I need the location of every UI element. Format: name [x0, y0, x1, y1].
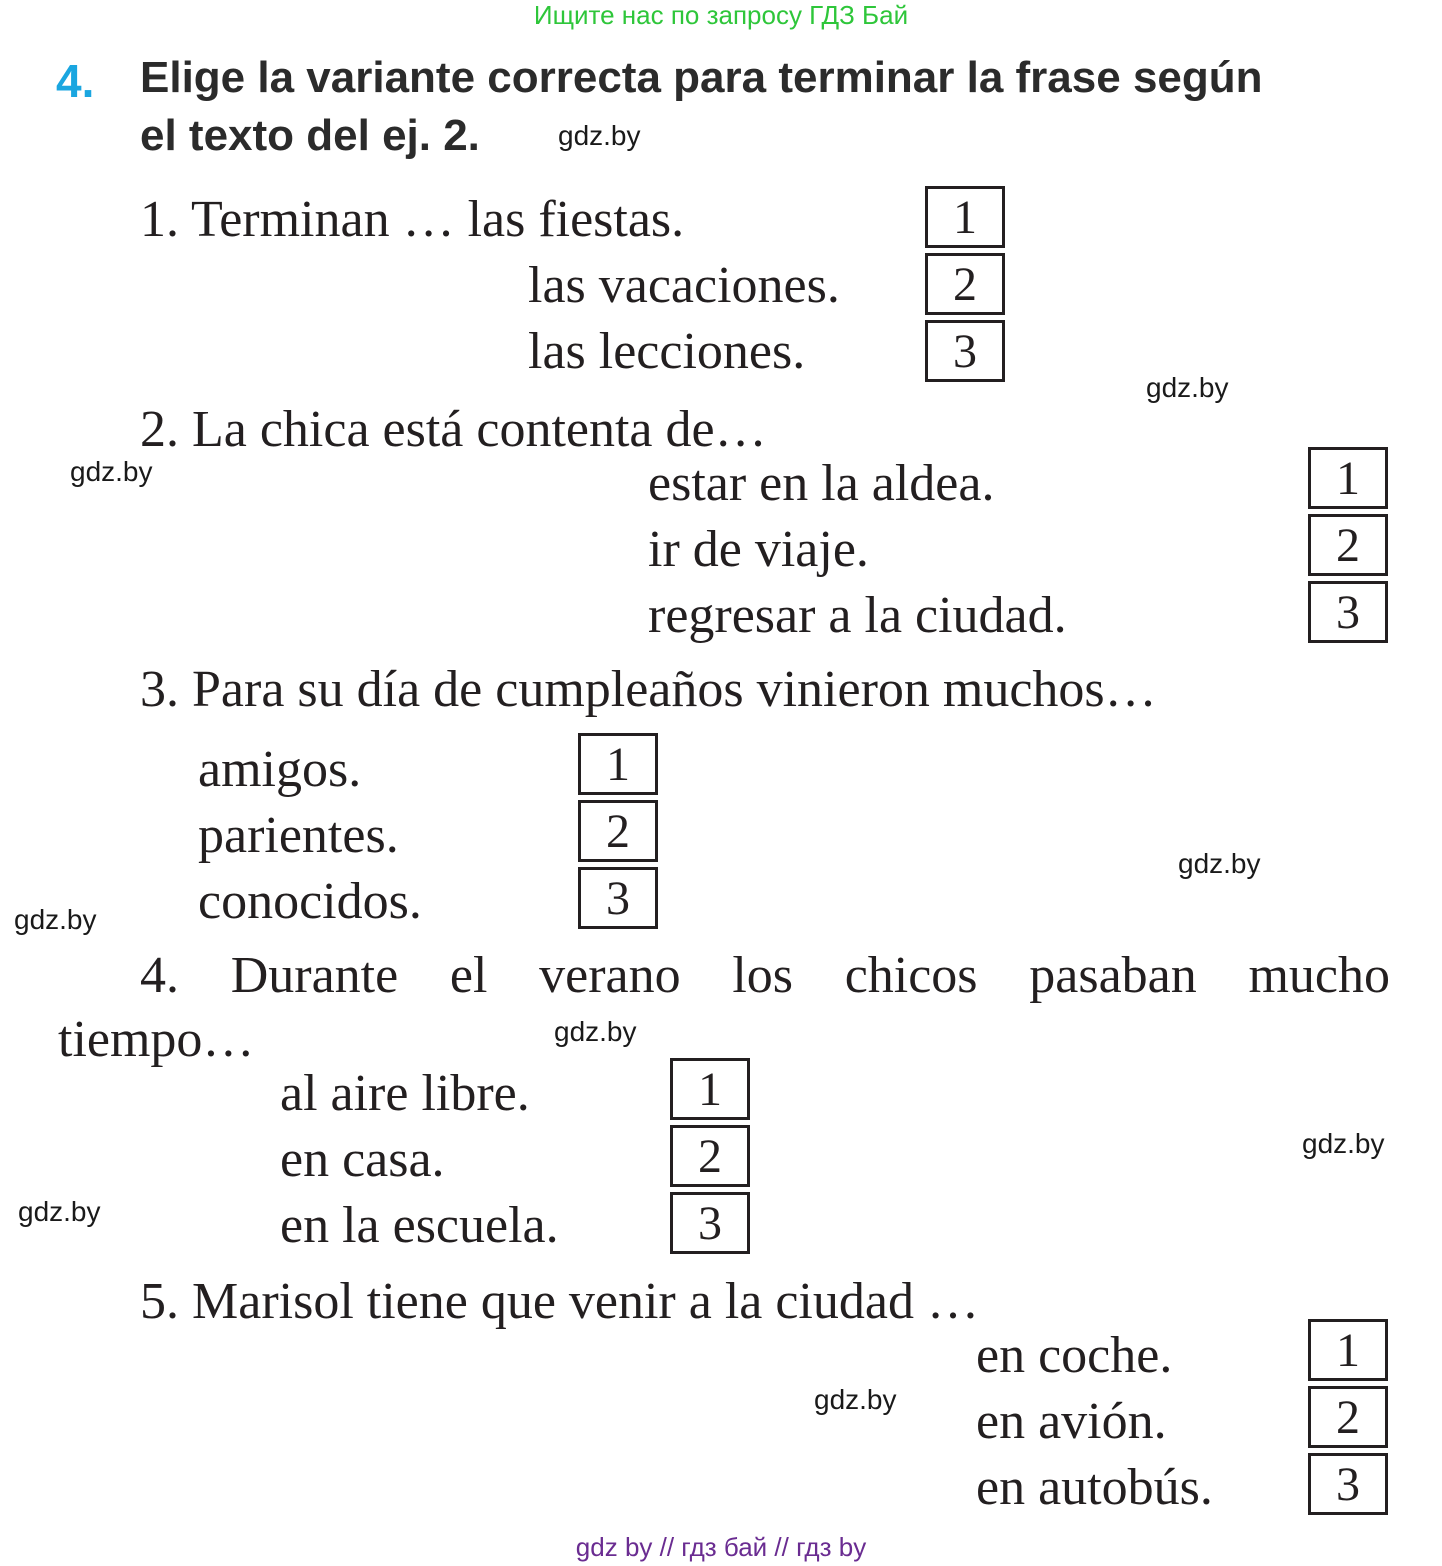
question-3-option-3: conocidos. [198, 873, 422, 930]
question-4-stem-line2: tiempo… [58, 1011, 255, 1068]
question-4-box-3[interactable]: 3 [670, 1192, 750, 1254]
exercise-title-line2: el texto del ej. 2. [140, 111, 480, 160]
question-5-option-3: en autobús. [976, 1459, 1213, 1516]
question-2-box-3[interactable]: 3 [1308, 581, 1388, 643]
watermark: gdz.by [558, 120, 641, 151]
exercise-number: 4. [56, 55, 95, 107]
question-4-word: el [449, 947, 488, 1004]
question-2-option-3: regresar a la ciudad. [648, 587, 1067, 644]
question-5-box-2[interactable]: 2 [1308, 1386, 1388, 1448]
question-1-box-3[interactable]: 3 [925, 320, 1005, 382]
exercise-title-line1: Elige la variante correcta para terminar la frase según [140, 53, 1263, 102]
question-3-box-1[interactable]: 1 [578, 733, 658, 795]
question-4-stem-line1 [140, 946, 1390, 1005]
question-2-option-1: estar en la aldea. [648, 455, 995, 512]
question-2-box-2[interactable]: 2 [1308, 514, 1388, 576]
watermark: gdz.by [1178, 848, 1261, 879]
question-5-stem: 5. Marisol tiene que venir a la ciudad … [140, 1273, 979, 1330]
question-4-word: chicos [844, 947, 978, 1004]
question-3-box-3[interactable]: 3 [578, 867, 658, 929]
watermark: gdz.by [14, 904, 97, 935]
question-4-option-1: al aire libre. [280, 1065, 530, 1122]
question-2-stem: 2. La chica está contenta de… [140, 401, 767, 458]
question-5-option-1: en coche. [976, 1327, 1173, 1384]
question-3-stem: 3. Para su día de cumpleaños vinieron muchos… [140, 661, 1157, 718]
question-4-box-1[interactable]: 1 [670, 1058, 750, 1120]
question-1-box-2[interactable]: 2 [925, 253, 1005, 315]
question-3-option-1: amigos. [198, 741, 362, 798]
watermark: gdz.by [1146, 372, 1229, 403]
question-1-box-1[interactable]: 1 [925, 186, 1005, 248]
question-4-option-3: en la escuela. [280, 1197, 559, 1254]
watermark: gdz.by [814, 1384, 897, 1415]
question-4-word: los [732, 947, 793, 1004]
watermark: gdz.by [70, 456, 153, 487]
question-1-option-2: las vacaciones. [528, 257, 840, 314]
footer-links[interactable]: gdz by // гдз бай // гдз by [575, 1532, 867, 1562]
question-4-word: mucho [1248, 947, 1390, 1004]
question-4-option-2: en casa. [280, 1131, 445, 1188]
question-3-box-2[interactable]: 2 [578, 800, 658, 862]
question-4-word: 4. [140, 947, 179, 1004]
watermark: gdz.by [554, 1016, 637, 1047]
question-2-option-2: ir de viaje. [648, 521, 869, 578]
top-banner[interactable]: Ищите нас по запросу ГДЗ Бай [533, 0, 909, 30]
question-3-option-2: parientes. [198, 807, 399, 864]
question-1-stem: 1. Terminan … las fiestas. [140, 191, 685, 248]
question-4-word: verano [539, 947, 681, 1004]
watermark: gdz.by [1302, 1128, 1385, 1159]
question-4-word: Durante [230, 947, 399, 1004]
question-5-box-3[interactable]: 3 [1308, 1453, 1388, 1515]
question-4-box-2[interactable]: 2 [670, 1125, 750, 1187]
watermark: gdz.by [18, 1196, 101, 1227]
question-2-box-1[interactable]: 1 [1308, 447, 1388, 509]
question-4-word: pasaban [1029, 947, 1197, 1004]
question-5-option-2: en avión. [976, 1393, 1167, 1450]
question-1-option-3: las lecciones. [528, 323, 806, 380]
question-5-box-1[interactable]: 1 [1308, 1319, 1388, 1381]
